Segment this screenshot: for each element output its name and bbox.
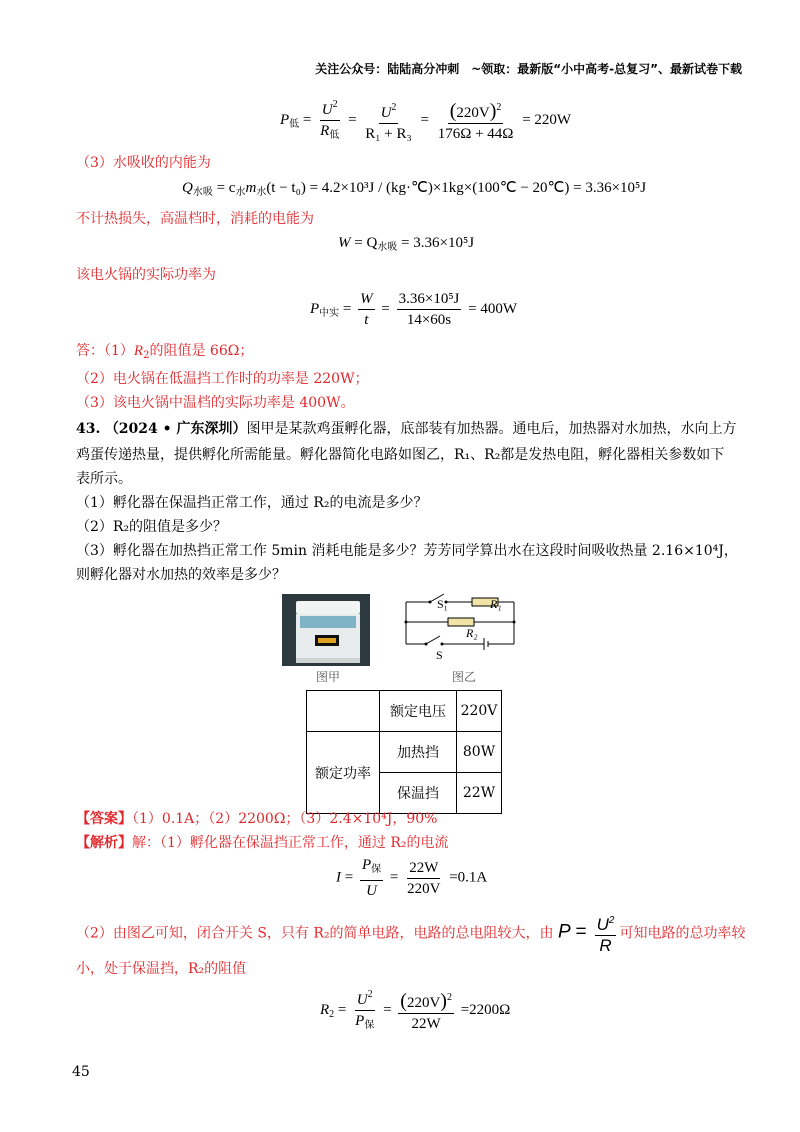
caption-figure-a: 图甲 (316, 670, 341, 684)
incubator-photo (282, 594, 370, 666)
eq-text: = c (216, 180, 236, 196)
label-r2-text: R₂ (466, 626, 478, 640)
section-3-intro: （3）水吸收的内能为 (76, 155, 211, 171)
question-43-line-3: 表所示。 (76, 471, 132, 487)
part2-symbol-p: P (558, 921, 570, 943)
eq-symbol: I (336, 869, 341, 886)
eq-subscript: 保 (364, 1020, 375, 1031)
table-cell-heat-value: 80W (457, 732, 502, 773)
question-43-sub-2: （2）R₂的阻值是多少？ (76, 519, 228, 535)
answer-tag: 【答案】 (76, 811, 132, 827)
part2-symbol-r: R (599, 936, 612, 955)
analysis-text: 解：（1）孵化器在保温挡正常工作，通过 R₂的电流 (132, 835, 449, 851)
answer-line (76, 808, 437, 828)
question-43-line-1 (76, 418, 736, 438)
equation-p-low: $P_低$ = $\frac{U^2}{R_低}$ = $\frac{U^2}{\text{R₁ + R₃}}$ = $\frac{(220V)^2}{176\Omega + 44\Omega}$ = 220W (280, 96, 571, 145)
power-intro: 该电火锅的实际功率为 (76, 267, 216, 283)
eq-denominator: 14×60s (406, 312, 452, 328)
question-number: 43. (76, 421, 101, 437)
eq-numerator: U (356, 992, 368, 1008)
question-43-sub-3a: （3）孵化器在加热挡正常工作 5min 消耗电能是多少？芳芳同学算出水在这段时间吸收热量 2.16×10⁴J， (76, 543, 738, 559)
eq-subscript: 水吸 (192, 187, 213, 198)
answer-line-3: （3）该电火锅中温档的实际功率是 400W。 (76, 395, 355, 411)
page-header: 关注公众号：陆陆高分冲刺 ~领取：最新版“小中高考-总复习”、最新试卷下载 (315, 62, 742, 76)
equation-p-actual: $P_{中实}$ = $\frac{W}{t}$ = $\frac{\text{3.36×10⁵J}}{14\times 60s}$ = 400W (310, 291, 518, 328)
question-43-line-2: 鸡蛋传递热量，提供孵化所需能量。孵化器简化电路如图乙，R₁、R₂都是发热电阻，孵化器相关参数如下 (76, 447, 725, 463)
eq-result: =0.1A (449, 869, 488, 886)
eq-numerator: 3.36×10⁵J (397, 290, 462, 310)
eq-denominator: 220V (407, 880, 441, 897)
eq-symbol: W (338, 235, 351, 251)
eq-subscript: 低 (289, 118, 300, 130)
eq-result: =2200Ω (460, 1001, 511, 1018)
table-cell-power-label: 额定功率 (307, 732, 380, 814)
eq-text: = 4.2×10³J / (kg·℃)×1kg×(100℃ − 20℃) = 3.36×10⁵J (309, 180, 647, 196)
label-s1: S₁ (437, 597, 448, 611)
eq-symbol: m (245, 180, 257, 196)
resistor-r2-shape (448, 618, 474, 626)
eq-numerator: 220V (406, 994, 441, 1011)
caption-figure-b: 图乙 (452, 670, 477, 684)
eq-numerator: W (360, 291, 373, 307)
page-number: 45 (72, 1064, 90, 1080)
label-r1 (490, 597, 502, 612)
eq-denominator: t (364, 312, 369, 328)
circuit-diagram (400, 588, 520, 658)
equation-r2: $R_2$ = $\frac{U^2}{P_保}$ = $\frac{(220V)^2}{22W}$ =2200Ω (320, 986, 510, 1035)
eq-subscript: 保 (371, 864, 382, 875)
eq-denominator: R₁ + R₃ (365, 125, 412, 142)
eq-text: (t − t₀) (266, 180, 306, 196)
table-cell-voltage-value: 220V (457, 691, 502, 732)
table-cell-keep-value: 22W (457, 773, 502, 814)
analysis-tag: 【解析】 (76, 835, 132, 851)
table-cell-keep-label: 保温挡 (380, 773, 457, 814)
table-cell-voltage-label: 额定电压 (380, 691, 457, 732)
eq-symbol: P (310, 300, 320, 317)
eq-symbol: P (280, 111, 290, 128)
question-text: 图甲是某款鸡蛋孵化器，底部装有加热器。通电后，加热器对水加热，水向上方 (246, 421, 737, 437)
table-cell-heat-label: 加热挡 (380, 732, 457, 773)
eq-text: = 3.36×10⁵J (401, 235, 475, 251)
equation-current: I = $\frac{P_保}{U}$ = $\frac{22W}{220V}$ =0.1A (336, 857, 488, 899)
eq-subscript: 水 (256, 187, 267, 198)
eq-denominator: U (366, 883, 377, 899)
label-r2 (466, 626, 478, 641)
eq-numerator: 220V (456, 104, 490, 121)
eq-denominator: 22W (411, 1015, 441, 1032)
answer-prefix: 答：（1） (76, 343, 134, 359)
eq-symbol: U (321, 102, 333, 118)
eq-denominator: P (355, 1013, 365, 1029)
eq-numerator: P (361, 857, 372, 873)
analysis-line (76, 832, 449, 852)
label-s: S (436, 648, 443, 662)
equation-w (338, 235, 474, 253)
eq-symbol: R (133, 343, 144, 359)
eq-denominator: 176Ω + 44Ω (437, 125, 514, 142)
eq-subscript: 低 (329, 130, 340, 141)
table-cell-empty (307, 691, 380, 732)
answer-line-2: （2）电火锅在低温挡工作时的功率是 220W； (76, 371, 369, 387)
question-source: （2024 • 广东深圳） (104, 421, 247, 437)
answer-suffix: 的阻值是 66Ω； (149, 343, 254, 359)
no-loss-text: 不计热损失，高温档时，消耗的电能为 (76, 211, 314, 227)
eq-subscript: 水吸 (377, 242, 398, 253)
eq-subscript: 水 (235, 187, 246, 198)
part2-symbol-u: U (596, 915, 609, 934)
eq-subscript: 中实 (319, 307, 340, 319)
spec-table (306, 690, 502, 814)
eq-numerator: 22W (407, 859, 440, 879)
eq-subscript: 2 (329, 1008, 335, 1020)
eq-symbol: U (380, 104, 392, 121)
part2-text-b: 可知电路的总功率较 (619, 925, 746, 942)
eq-text: = Q (354, 235, 378, 251)
eq-subscript: 2 (143, 350, 150, 361)
equation-q (182, 178, 646, 198)
part2-text-a: （2）由图乙可知，闭合开关 S，只有 R₂的简单电路，电路的总电阻较大，由 (76, 925, 554, 942)
question-43-sub-3b: 则孵化器对水加热的效率是多少？ (76, 567, 286, 583)
label-r1-text: R₁ (490, 597, 502, 611)
part2-line-2: 小，处于保温挡，R₂的阻值 (76, 961, 247, 977)
answer-line-1 (76, 340, 253, 361)
question-43-sub-1: （1）孵化器在保温挡正常工作，通过 R₂的电流是多少？ (76, 495, 428, 511)
eq-symbol: Q (182, 180, 193, 196)
eq-result: = 400W (468, 300, 518, 317)
answer-text: （1）0.1A；（2）2200Ω；（3）2.4×10⁴J，90% (132, 811, 438, 827)
eq-result: = 220W (522, 111, 572, 128)
part2-line-1: （2）由图乙可知，闭合开关 S，只有 R₂的简单电路，电路的总电阻较大，由 P = $\frac{U^2}{R}$ 可知电路的总功率较 (76, 912, 745, 955)
eq-symbol: R (320, 1001, 330, 1018)
eq-symbol: R (320, 123, 330, 139)
